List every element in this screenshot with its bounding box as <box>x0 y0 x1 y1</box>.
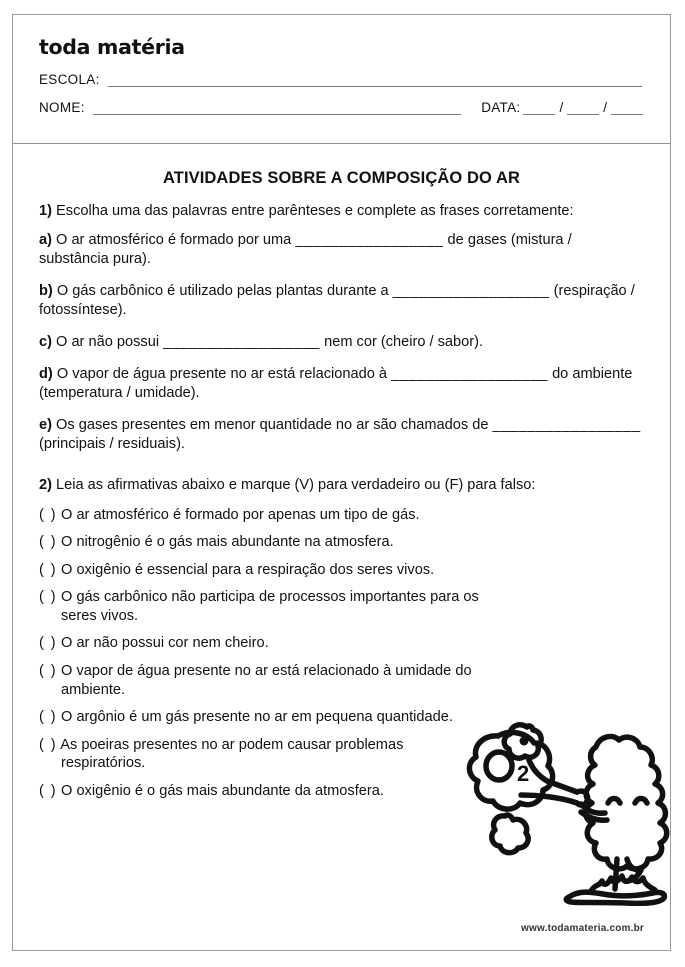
footer-url: www.todamateria.com.br <box>521 923 644 934</box>
list-item <box>39 533 481 552</box>
checkbox-parens[interactable]: ( ) <box>39 506 57 523</box>
list-item <box>39 588 481 625</box>
statement-text: O vapor de água presente no ar está relacionado à umidade do ambiente. <box>56 663 472 698</box>
statement-text: O gás carbônico não participa de processos importantes para os seres vivos. <box>56 589 479 624</box>
checkbox-parens[interactable]: ( ) <box>39 783 57 800</box>
checkbox-parens[interactable]: ( ) <box>39 589 57 606</box>
statement-text: O oxigênio é o gás mais abundante da atmosfera. <box>56 783 384 800</box>
small-puff-cloud <box>492 815 528 853</box>
checkbox-parens[interactable]: ( ) <box>39 709 57 726</box>
question-1-item-b <box>39 282 644 320</box>
item-e-blank[interactable]: _________________ <box>492 416 641 433</box>
item-a-letter: a) <box>39 231 52 248</box>
data-field-group <box>481 101 646 115</box>
question-1-intro <box>39 202 644 221</box>
data-day-rule[interactable] <box>523 103 555 115</box>
site-logo: toda matéria <box>39 35 185 59</box>
item-b-letter: b) <box>39 282 53 299</box>
grass-tufts <box>591 876 655 891</box>
item-e-text-before: Os gases presentes em menor quantidade no ar são chamados de <box>51 416 493 433</box>
statement-text: O nitrogênio é o gás mais abundante na atmosfera. <box>56 534 394 551</box>
statement-text: As poeiras presentes no ar podem causar problemas respiratórios. <box>56 736 404 772</box>
item-d-text-before: O vapor de água presente no ar está relacionado à <box>52 365 392 382</box>
item-d-blank[interactable]: __________________ <box>391 365 549 382</box>
question-2-intro-text: Leia as afirmativas abaixo e marque (V) para verdadeiro ou (F) para falso: <box>51 476 536 493</box>
page-title: ATIVIDADES SOBRE A COMPOSIÇÃO DO AR <box>162 169 521 187</box>
true-false-list <box>39 506 644 801</box>
question-1-intro-text: Escolha uma das palavras entre parênteses e complete as frases corretamente: <box>51 203 574 219</box>
question-1-number: 1) <box>39 203 52 219</box>
item-b-text-after: (respiração / fotossíntese). <box>39 282 635 318</box>
escola-input-rule[interactable] <box>108 75 642 87</box>
checkbox-parens[interactable]: ( ) <box>39 561 57 578</box>
item-c-blank[interactable]: __________________ <box>163 333 321 350</box>
checkbox-parens[interactable]: ( ) <box>39 736 57 753</box>
nome-input-rule[interactable] <box>93 103 461 115</box>
item-b-blank[interactable]: __________________ <box>392 282 550 299</box>
nome-data-field-row <box>37 101 646 115</box>
item-e-letter: e) <box>39 416 52 433</box>
question-2-number: 2) <box>39 476 52 493</box>
ground-line <box>566 892 664 903</box>
item-a-blank[interactable]: _________________ <box>295 231 444 248</box>
item-c-letter: c) <box>39 333 52 350</box>
statement-text: O oxigênio é essencial para a respiração dos seres vivos. <box>56 561 435 578</box>
data-year-rule[interactable] <box>611 103 643 115</box>
question-1-item-c <box>39 333 644 352</box>
checkbox-parens[interactable]: ( ) <box>39 635 57 652</box>
statement-text: O ar atmosférico é formado por apenas um tipo de gás. <box>56 506 420 523</box>
question-1-item-a <box>39 231 644 269</box>
item-c-text-before: O ar não possui <box>51 333 164 350</box>
item-c-text-after: nem cor (cheiro / sabor). <box>320 333 484 350</box>
data-label: DATA: <box>481 100 521 115</box>
list-item <box>39 506 481 525</box>
data-slash-1: / <box>559 100 564 115</box>
nome-label: NOME: <box>39 100 85 115</box>
item-d-letter: d) <box>39 365 53 382</box>
statement-text: O ar não possui cor nem cheiro. <box>56 635 269 652</box>
data-month-rule[interactable] <box>567 103 599 115</box>
o2-subscript: 2 <box>517 761 530 786</box>
escola-label: ESCOLA: <box>39 72 100 87</box>
item-e-text-after: (principais / residuais). <box>39 435 185 452</box>
item-a-text-before: O ar atmosférico é formado por uma <box>51 231 296 248</box>
checkbox-parens[interactable]: ( ) <box>39 534 57 551</box>
data-slash-2: / <box>603 100 607 115</box>
list-item <box>39 561 481 580</box>
question-1-item-d <box>39 365 644 403</box>
list-item <box>39 736 481 773</box>
list-item <box>39 782 531 801</box>
question-1-item-e <box>39 416 644 454</box>
list-item <box>39 662 481 699</box>
list-item <box>39 634 481 653</box>
worksheet-content <box>13 143 670 810</box>
list-item <box>39 708 531 727</box>
item-a-text-after: de gases (mistura / substância pura). <box>39 231 572 267</box>
question-2-intro <box>39 476 644 495</box>
worksheet-page <box>12 14 671 951</box>
item-b-text-before: O gás carbônico é utilizado pelas plantas durante a <box>52 282 393 299</box>
escola-field-row <box>37 73 646 87</box>
statement-text: O argônio é um gás presente no ar em pequena quantidade. <box>56 709 453 726</box>
checkbox-parens[interactable]: ( ) <box>39 663 57 680</box>
worksheet-header <box>13 15 670 143</box>
item-d-text-after: do ambiente (temperatura / umidade). <box>39 365 633 401</box>
